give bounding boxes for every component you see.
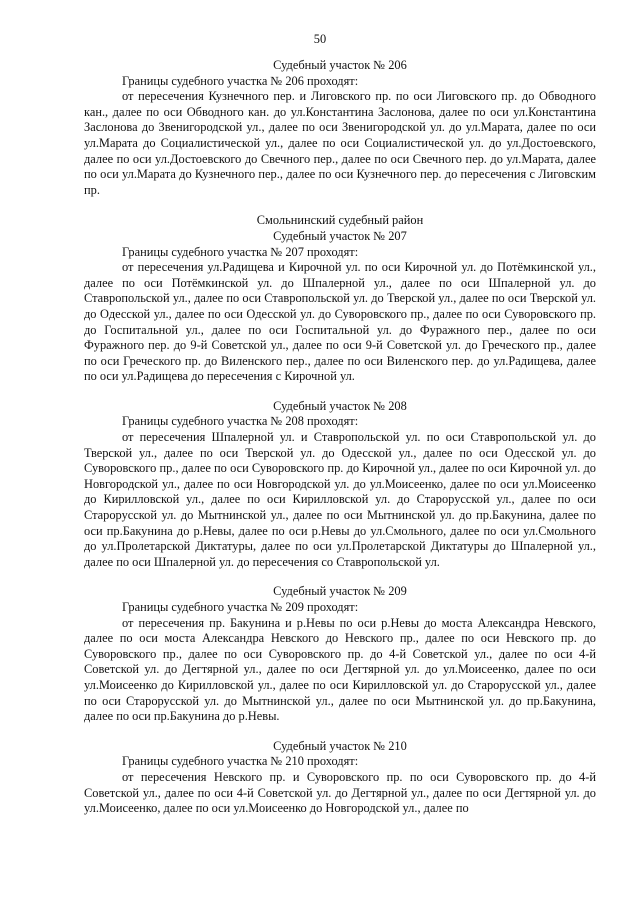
section-intro: Границы судебного участка № 206 проходят: bbox=[122, 73, 359, 88]
section-body: от пересечения ул.Радищева и Кирочной ул. по оси Кирочной ул. до Потёмкинской ул., далее по оси Потёмкинской ул. до Шпалерной ул., далее по оси Шпалерной ул. до Ставропольской ул., далее по оси Ставропольской ул. до Тверской ул., далее по оси Тверской ул. до Одесской ул., далее по оси Одесской ул. до Суворовского пр., далее по оси Суворовского пр. до Госпитальной ул., далее по оси Госпитальной ул. до Фуражного пер., далее по оси Фуражного пер. до 9-й Советской ул., далее по оси 9-й Советской ул. до Греческого пр., далее по оси Греческого пр. до Виленского пер., далее по оси Виленского пер. до ул.Радищева, далее по оси ул.Радищева до пересечения с Кирочной ул. bbox=[84, 260, 596, 384]
section-209 bbox=[84, 584, 596, 724]
section-intro: Границы судебного участка № 210 проходят: bbox=[122, 754, 359, 769]
section-heading: Судебный участок № 208 bbox=[273, 398, 407, 413]
district-heading: Смольнинский судебный район bbox=[256, 213, 424, 228]
section-body: от пересечения пр. Бакунина и р.Невы по оси р.Невы до моста Александра Невского, далее по оси моста Александра Невского до Невского пр., далее по оси Невского пр. до Суворовского пр., далее по оси Суворовского пр. до 4-й Советской ул., далее по оси 4-й Советской ул. до Дегтярной ул., далее по оси Дегтярной ул. до ул.Моисеенко, далее по оси ул.Моисеенко до Кирилловской ул., далее по оси Кирилловской ул. до Старорусской ул., далее по оси Старорусской ул. до Мытнинской ул., далее по оси Мытнинской ул. до пр.Бакунина, далее по оси пр.Бакунина до р.Невы. bbox=[84, 615, 596, 724]
section-heading: Судебный участок № 206 bbox=[273, 58, 407, 72]
section-207 bbox=[84, 229, 596, 385]
page-number: 50 bbox=[313, 32, 327, 46]
section-body: от пересечения Кузнечного пер. и Лиговского пр. по оси Лиговского пр. до Обводного кан., далее по оси Обводного кан. до ул.Константина Заслонова, далее по оси ул.Константина Заслонова до Звенигородской ул., далее по оси Звенигородской ул. до ул.Марата, далее по оси ул.Марата до Социалистической ул., далее по оси Социалистической ул. до ул.Достоевского, далее по оси ул.Достоевского до Свечного пер., далее по оси Свечного пер. до ул.Марата, далее по оси ул.Марата до Кузнечного пер., далее по оси Кузнечного пер. до пересечения с Лиговским пр. bbox=[84, 89, 596, 197]
section-intro: Границы судебного участка № 207 проходят: bbox=[122, 244, 359, 259]
section-heading: Судебный участок № 207 bbox=[273, 228, 407, 243]
section-body: от пересечения Шпалерной ул. и Ставропольской ул. по оси Ставропольской ул. до Тверской ул., далее по оси Тверской ул. до Одесской ул., далее по оси Одесской ул. до Суворовского пр., далее по оси Суворовского пр. до Кирочной ул., далее по оси Кирочной ул. до Новгородской ул., далее по оси Новгородской ул. до ул.Моисеенко, далее по оси ул.Моисеенко до Кирилловской ул., далее по оси Кирилловской ул. до Старорусской ул., далее по оси Старорусской ул. до Мытнинской ул., далее по оси Мытнинской ул. до пр.Бакунина, далее по оси пр.Бакунина до р.Невы, далее по оси р.Невы до ул.Смольного, далее по оси ул.Смольного до ул.Пролетарской Диктатуры, далее по оси ул.Пролетарской Диктатуры до Шпалерной ул., далее по оси Шпалерной ул. до пересечения со Ставропольской ул. bbox=[84, 430, 596, 569]
spacer bbox=[84, 385, 596, 399]
page-content bbox=[84, 58, 596, 817]
section-intro: Границы судебного участка № 208 проходят: bbox=[122, 414, 359, 429]
spacer bbox=[84, 570, 596, 584]
section-intro: Границы судебного участка № 209 проходят: bbox=[122, 600, 359, 614]
section-208 bbox=[84, 399, 596, 571]
section-heading: Судебный участок № 210 bbox=[273, 738, 407, 753]
section-206 bbox=[84, 58, 596, 198]
section-body: от пересечения Невского пр. и Суворовского пр. по оси Суворовского пр. до 4-й Советской ул., далее по оси 4-й Советской ул. до Дегтярной ул., далее по оси Дегтярной ул. до ул.Моисеенко, далее по оси ул.Моисеенко до Новгородской ул., далее по bbox=[84, 769, 596, 816]
spacer bbox=[84, 725, 596, 739]
section-heading: Судебный участок № 209 bbox=[273, 584, 407, 599]
section-210 bbox=[84, 739, 596, 817]
